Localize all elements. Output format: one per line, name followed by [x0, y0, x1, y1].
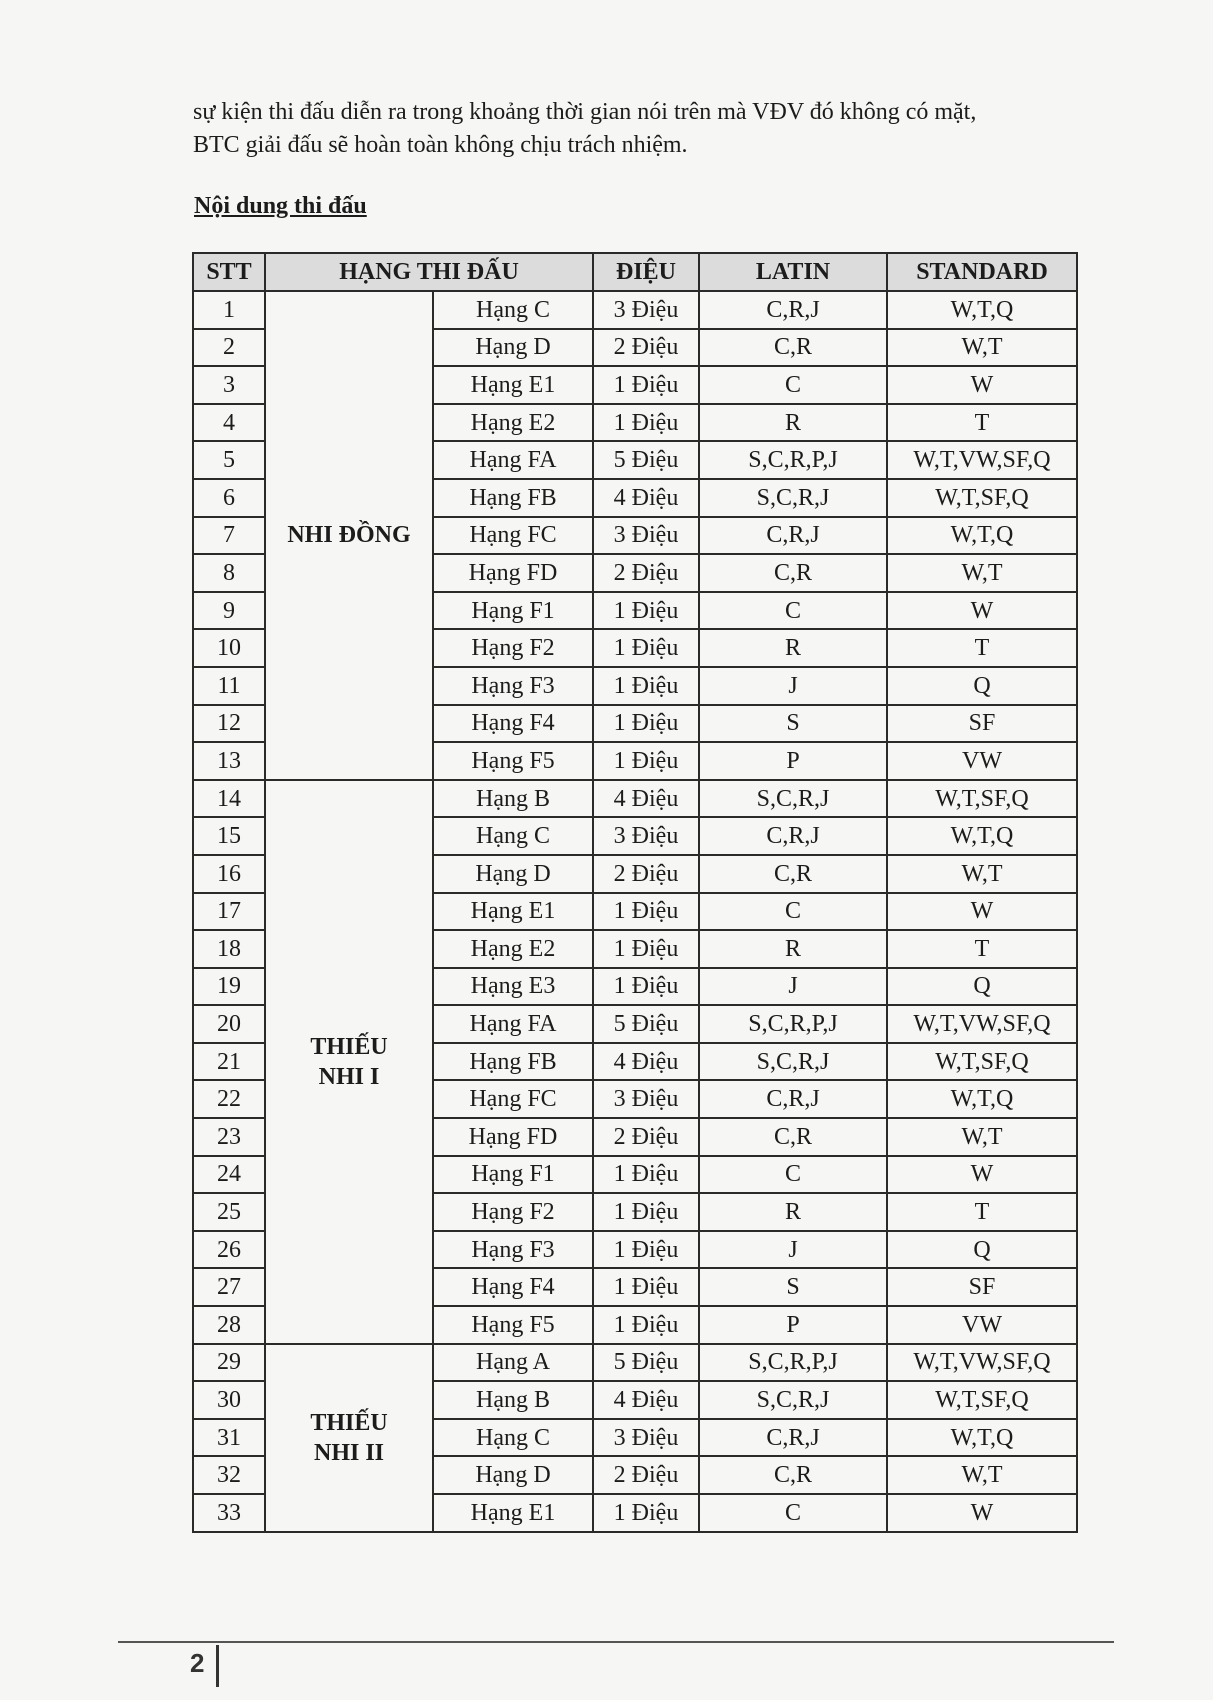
cell-rank: Hạng C [433, 817, 593, 855]
cell-standard: T [887, 404, 1077, 442]
cell-stt: 30 [193, 1381, 265, 1419]
cell-rank: Hạng FB [433, 479, 593, 517]
cell-standard: T [887, 1193, 1077, 1231]
cell-latin: S,C,R,J [699, 780, 887, 818]
cell-rank: Hạng E2 [433, 404, 593, 442]
cell-stt: 17 [193, 893, 265, 931]
cell-dances: 1 Điệu [593, 742, 699, 780]
cell-standard: SF [887, 1268, 1077, 1306]
header-stt: STT [193, 253, 265, 291]
cell-stt: 16 [193, 855, 265, 893]
cell-dances: 2 Điệu [593, 1456, 699, 1494]
cell-standard: W,T,VW,SF,Q [887, 441, 1077, 479]
cell-latin: C [699, 893, 887, 931]
cell-dances: 2 Điệu [593, 554, 699, 592]
intro-paragraph [193, 96, 1113, 162]
cell-dances: 2 Điệu [593, 855, 699, 893]
header-standard: STANDARD [887, 253, 1077, 291]
cell-stt: 24 [193, 1156, 265, 1194]
page-number-bar [216, 1645, 219, 1687]
cell-rank: Hạng C [433, 1419, 593, 1457]
cell-rank: Hạng F1 [433, 1156, 593, 1194]
cell-rank: Hạng F3 [433, 667, 593, 705]
cell-standard: SF [887, 705, 1077, 743]
cell-dances: 5 Điệu [593, 1344, 699, 1382]
cell-rank: Hạng F5 [433, 1306, 593, 1344]
cell-dances: 1 Điệu [593, 1306, 699, 1344]
cell-standard: W,T [887, 1118, 1077, 1156]
header-dances: ĐIỆU [593, 253, 699, 291]
cell-rank: Hạng FA [433, 441, 593, 479]
competition-table [192, 252, 1078, 1533]
cell-rank: Hạng E1 [433, 1494, 593, 1532]
cell-latin: C,R [699, 855, 887, 893]
cell-latin: J [699, 968, 887, 1006]
cell-standard: W,T,Q [887, 517, 1077, 555]
cell-stt: 32 [193, 1456, 265, 1494]
table-row [193, 1344, 1077, 1382]
table-row [193, 291, 1077, 329]
cell-rank: Hạng FA [433, 1005, 593, 1043]
cell-standard: Q [887, 1231, 1077, 1269]
cell-group: THIẾU NHI I [265, 780, 433, 1344]
cell-stt: 28 [193, 1306, 265, 1344]
cell-stt: 23 [193, 1118, 265, 1156]
cell-rank: Hạng F3 [433, 1231, 593, 1269]
cell-standard: W,T,Q [887, 1080, 1077, 1118]
cell-latin: P [699, 742, 887, 780]
cell-dances: 1 Điệu [593, 629, 699, 667]
cell-rank: Hạng E1 [433, 366, 593, 404]
cell-standard: W,T,VW,SF,Q [887, 1005, 1077, 1043]
cell-stt: 2 [193, 329, 265, 367]
cell-latin: S,C,R,P,J [699, 1344, 887, 1382]
cell-stt: 11 [193, 667, 265, 705]
cell-rank: Hạng D [433, 855, 593, 893]
cell-rank: Hạng B [433, 1381, 593, 1419]
cell-rank: Hạng FD [433, 554, 593, 592]
cell-standard: W [887, 1494, 1077, 1532]
table-row [193, 780, 1077, 818]
cell-dances: 1 Điệu [593, 1156, 699, 1194]
cell-stt: 19 [193, 968, 265, 1006]
cell-stt: 4 [193, 404, 265, 442]
cell-dances: 1 Điệu [593, 705, 699, 743]
cell-rank: Hạng B [433, 780, 593, 818]
cell-stt: 31 [193, 1419, 265, 1457]
cell-rank: Hạng E3 [433, 968, 593, 1006]
cell-stt: 33 [193, 1494, 265, 1532]
cell-stt: 21 [193, 1043, 265, 1081]
cell-latin: C [699, 1156, 887, 1194]
cell-latin: C,R,J [699, 817, 887, 855]
cell-rank: Hạng F5 [433, 742, 593, 780]
cell-latin: C,R [699, 554, 887, 592]
cell-stt: 20 [193, 1005, 265, 1043]
cell-standard: W,T,SF,Q [887, 780, 1077, 818]
cell-standard: W,T,Q [887, 291, 1077, 329]
cell-latin: S,C,R,P,J [699, 1005, 887, 1043]
cell-latin: C,R,J [699, 1080, 887, 1118]
cell-standard: W,T,SF,Q [887, 1043, 1077, 1081]
cell-latin: C,R,J [699, 517, 887, 555]
cell-rank: Hạng FD [433, 1118, 593, 1156]
cell-rank: Hạng D [433, 1456, 593, 1494]
cell-latin: S [699, 705, 887, 743]
cell-latin: P [699, 1306, 887, 1344]
cell-stt: 27 [193, 1268, 265, 1306]
cell-rank: Hạng F2 [433, 629, 593, 667]
cell-rank: Hạng F4 [433, 705, 593, 743]
cell-latin: C,R [699, 1118, 887, 1156]
cell-standard: VW [887, 1306, 1077, 1344]
cell-rank: Hạng C [433, 291, 593, 329]
cell-group: NHI ĐỒNG [265, 291, 433, 780]
cell-latin: C [699, 592, 887, 630]
cell-group: THIẾU NHI II [265, 1344, 433, 1532]
cell-dances: 4 Điệu [593, 479, 699, 517]
cell-latin: J [699, 667, 887, 705]
cell-standard: W,T [887, 1456, 1077, 1494]
cell-latin: R [699, 1193, 887, 1231]
table-header-row [193, 253, 1077, 291]
cell-dances: 4 Điệu [593, 780, 699, 818]
cell-dances: 4 Điệu [593, 1381, 699, 1419]
cell-dances: 2 Điệu [593, 1118, 699, 1156]
cell-rank: Hạng A [433, 1344, 593, 1382]
cell-standard: T [887, 629, 1077, 667]
cell-dances: 4 Điệu [593, 1043, 699, 1081]
cell-dances: 2 Điệu [593, 329, 699, 367]
table-body [193, 291, 1077, 1532]
page-number: 2 [190, 1648, 205, 1678]
cell-rank: Hạng D [433, 329, 593, 367]
cell-stt: 26 [193, 1231, 265, 1269]
cell-dances: 1 Điệu [593, 667, 699, 705]
cell-standard: W,T [887, 554, 1077, 592]
cell-rank: Hạng E1 [433, 893, 593, 931]
cell-dances: 1 Điệu [593, 930, 699, 968]
cell-standard: W,T,VW,SF,Q [887, 1344, 1077, 1382]
cell-rank: Hạng FC [433, 517, 593, 555]
cell-stt: 10 [193, 629, 265, 667]
cell-dances: 1 Điệu [593, 1193, 699, 1231]
cell-dances: 1 Điệu [593, 968, 699, 1006]
cell-dances: 1 Điệu [593, 592, 699, 630]
cell-rank: Hạng F1 [433, 592, 593, 630]
cell-dances: 3 Điệu [593, 817, 699, 855]
cell-latin: J [699, 1231, 887, 1269]
cell-stt: 29 [193, 1344, 265, 1382]
cell-standard: W [887, 592, 1077, 630]
cell-stt: 13 [193, 742, 265, 780]
cell-stt: 14 [193, 780, 265, 818]
cell-latin: R [699, 930, 887, 968]
cell-latin: C,R [699, 329, 887, 367]
cell-stt: 1 [193, 291, 265, 329]
cell-dances: 1 Điệu [593, 404, 699, 442]
cell-rank: Hạng F4 [433, 1268, 593, 1306]
cell-latin: S [699, 1268, 887, 1306]
cell-stt: 12 [193, 705, 265, 743]
cell-rank: Hạng F2 [433, 1193, 593, 1231]
cell-stt: 8 [193, 554, 265, 592]
cell-dances: 1 Điệu [593, 366, 699, 404]
cell-stt: 9 [193, 592, 265, 630]
cell-standard: W [887, 1156, 1077, 1194]
cell-stt: 3 [193, 366, 265, 404]
cell-stt: 15 [193, 817, 265, 855]
cell-rank: Hạng E2 [433, 930, 593, 968]
cell-latin: S,C,R,J [699, 1043, 887, 1081]
cell-standard: VW [887, 742, 1077, 780]
cell-latin: C,R,J [699, 1419, 887, 1457]
cell-standard: W,T [887, 329, 1077, 367]
cell-standard: W,T,Q [887, 817, 1077, 855]
cell-dances: 5 Điệu [593, 1005, 699, 1043]
cell-standard: W,T,SF,Q [887, 1381, 1077, 1419]
cell-dances: 1 Điệu [593, 1231, 699, 1269]
cell-rank: Hạng FC [433, 1080, 593, 1118]
section-heading: Nội dung thi đấu [194, 193, 367, 219]
cell-latin: S,C,R,J [699, 1381, 887, 1419]
header-rank: HẠNG THI ĐẤU [265, 253, 593, 291]
cell-dances: 1 Điệu [593, 893, 699, 931]
intro-line-2: BTC giải đấu sẽ hoàn toàn không chịu trách nhiệm. [193, 132, 688, 158]
footer-divider [118, 1641, 1114, 1643]
cell-stt: 5 [193, 441, 265, 479]
cell-dances: 3 Điệu [593, 1419, 699, 1457]
cell-dances: 1 Điệu [593, 1494, 699, 1532]
cell-dances: 1 Điệu [593, 1268, 699, 1306]
cell-standard: W,T,Q [887, 1419, 1077, 1457]
cell-latin: C [699, 366, 887, 404]
cell-standard: W,T,SF,Q [887, 479, 1077, 517]
cell-stt: 7 [193, 517, 265, 555]
cell-latin: R [699, 404, 887, 442]
cell-stt: 22 [193, 1080, 265, 1118]
cell-rank: Hạng FB [433, 1043, 593, 1081]
cell-standard: W [887, 366, 1077, 404]
cell-latin: S,C,R,J [699, 479, 887, 517]
cell-standard: W,T [887, 855, 1077, 893]
cell-latin: R [699, 629, 887, 667]
cell-standard: W [887, 893, 1077, 931]
cell-latin: C,R,J [699, 291, 887, 329]
intro-line-1: sự kiện thi đấu diễn ra trong khoảng thời gian nói trên mà VĐV đó không có mặt, [193, 99, 977, 125]
cell-standard: Q [887, 968, 1077, 1006]
cell-standard: Q [887, 667, 1077, 705]
cell-stt: 25 [193, 1193, 265, 1231]
cell-standard: T [887, 930, 1077, 968]
cell-latin: C [699, 1494, 887, 1532]
header-latin: LATIN [699, 253, 887, 291]
cell-stt: 18 [193, 930, 265, 968]
cell-dances: 5 Điệu [593, 441, 699, 479]
cell-latin: S,C,R,P,J [699, 441, 887, 479]
cell-dances: 3 Điệu [593, 291, 699, 329]
cell-stt: 6 [193, 479, 265, 517]
cell-latin: C,R [699, 1456, 887, 1494]
cell-dances: 3 Điệu [593, 517, 699, 555]
cell-dances: 3 Điệu [593, 1080, 699, 1118]
